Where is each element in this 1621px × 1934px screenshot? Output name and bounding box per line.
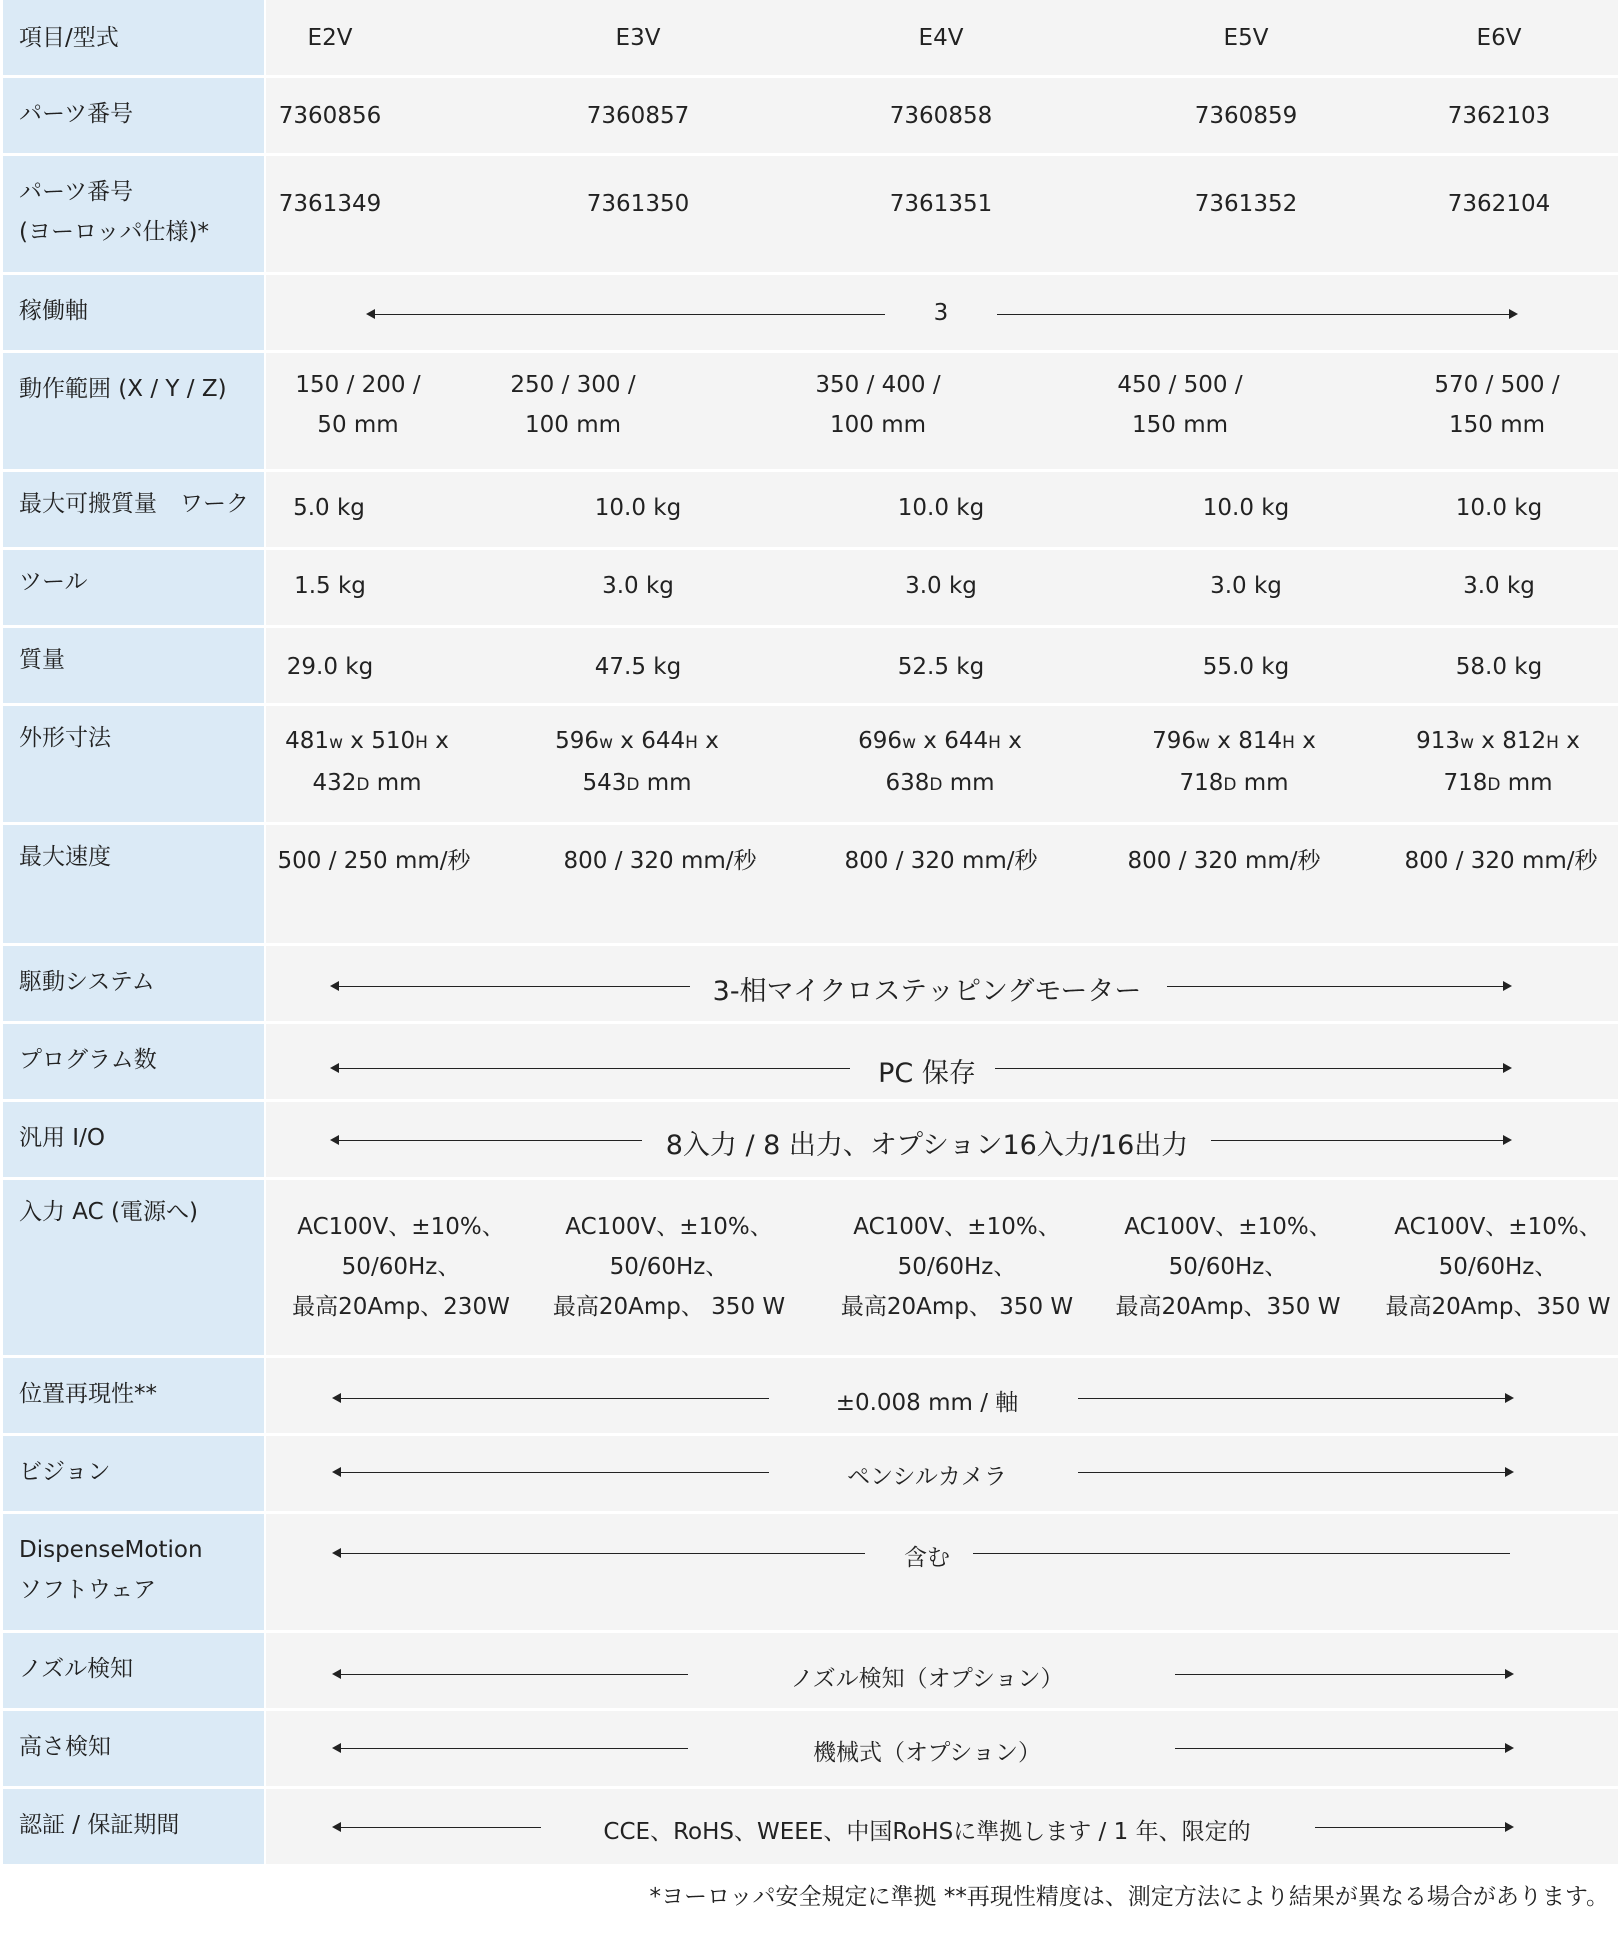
row-values bbox=[266, 156, 1618, 272]
dim-h-suffix: H bbox=[685, 733, 698, 753]
spec-row-range bbox=[0, 353, 1621, 472]
value-cell: 570 / 500 / 150 mm bbox=[1434, 372, 1560, 438]
span-value: PC 保存 bbox=[878, 1058, 976, 1090]
value-cell: 350 / 400 / 100 mm bbox=[815, 372, 941, 438]
row-values bbox=[266, 1789, 1618, 1864]
dim-depth: 718 bbox=[1443, 770, 1488, 796]
row-label: 質量 bbox=[3, 628, 264, 703]
value-cell: 7361349 bbox=[278, 191, 382, 217]
value-cell: 7361352 bbox=[1194, 191, 1298, 217]
value-cell: 29.0 kg bbox=[286, 654, 374, 680]
dim-d-suffix: D bbox=[1223, 775, 1237, 795]
span-value: 機械式（オプション） bbox=[813, 1739, 1041, 1766]
spec-row-power bbox=[0, 1180, 1621, 1358]
spec-row-payload-tool bbox=[0, 550, 1621, 628]
row-values bbox=[266, 1711, 1618, 1786]
row-values bbox=[266, 1514, 1618, 1630]
dim-depth: 638 bbox=[885, 770, 930, 796]
spec-row-programs bbox=[0, 1024, 1621, 1102]
value-cell: 3.0 kg bbox=[1463, 573, 1535, 599]
spec-row-part-no-eu bbox=[0, 156, 1621, 275]
dim-width: 696 bbox=[858, 728, 903, 754]
dim-d-suffix: D bbox=[929, 775, 943, 795]
dim-width: 913 bbox=[1416, 728, 1461, 754]
dim-height: 814 bbox=[1238, 728, 1283, 754]
value-cell: 10.0 kg bbox=[1202, 495, 1290, 521]
value-cell: AC100V、±10%、 50/60Hz、 最高20Amp、 350 W bbox=[840, 1214, 1074, 1320]
span-line-left bbox=[334, 1553, 865, 1554]
dim-depth: 718 bbox=[1179, 770, 1224, 796]
dim-height: 510 bbox=[371, 728, 416, 754]
dim-unit: mm bbox=[639, 770, 692, 796]
value-cell: 150 / 200 / 50 mm bbox=[295, 372, 421, 438]
span-line-left bbox=[334, 1674, 688, 1675]
footnote: *ヨーロッパ安全規定に準拠 **再現性精度は、測定方法により結果が異なる場合があります。 bbox=[649, 1884, 1609, 1910]
span-line-left bbox=[332, 986, 690, 987]
value-cell: AC100V、±10%、 50/60Hz、 最高20Amp、350 W bbox=[1115, 1214, 1341, 1320]
value-cell: 800 / 320 mm/秒 bbox=[563, 848, 757, 874]
span-line-right bbox=[1167, 986, 1510, 987]
spec-row-repeat bbox=[0, 1358, 1621, 1436]
spec-row-drive bbox=[0, 946, 1621, 1024]
model-header-e2v: E2V bbox=[307, 25, 353, 51]
dim-h-suffix: H bbox=[1282, 733, 1295, 753]
dim-depth: 432 bbox=[312, 770, 357, 796]
dim-d-suffix: D bbox=[356, 775, 370, 795]
row-label: 位置再現性** bbox=[3, 1358, 264, 1433]
dim-width: 481 bbox=[285, 728, 330, 754]
dim-unit: mm bbox=[369, 770, 422, 796]
span-value: ペンシルカメラ bbox=[847, 1463, 1007, 1490]
dim-h-suffix: H bbox=[988, 733, 1001, 753]
dim-sep: x bbox=[342, 728, 372, 754]
row-label: 外形寸法 bbox=[3, 706, 264, 822]
dim-sep: x bbox=[1473, 728, 1503, 754]
value-cell: 52.5 kg bbox=[897, 654, 985, 680]
row-values bbox=[266, 1436, 1618, 1511]
dimension-cell bbox=[285, 721, 449, 805]
value-cell: 800 / 320 mm/秒 bbox=[1127, 848, 1321, 874]
value-cell: 800 / 320 mm/秒 bbox=[1404, 848, 1598, 874]
dim-sep: x bbox=[1209, 728, 1239, 754]
row-values bbox=[266, 1633, 1618, 1708]
span-value: 8入力 / 8 出力、オプション16入力/16出力 bbox=[665, 1130, 1189, 1162]
value-cell: 7360858 bbox=[889, 103, 993, 129]
row-label: 動作範囲 (X / Y / Z) bbox=[3, 353, 264, 469]
span-line-right bbox=[1078, 1398, 1512, 1399]
value-cell: 450 / 500 / 150 mm bbox=[1117, 372, 1243, 438]
value-cell: 58.0 kg bbox=[1455, 654, 1543, 680]
span-line-right bbox=[1175, 1674, 1512, 1675]
model-header-e5v: E5V bbox=[1223, 25, 1269, 51]
dimension-cell bbox=[1416, 721, 1580, 805]
row-label: ツール bbox=[3, 550, 264, 625]
row-label: パーツ番号 bbox=[3, 78, 264, 153]
value-cell: 10.0 kg bbox=[594, 495, 682, 521]
row-label: 認証 / 保証期間 bbox=[3, 1789, 264, 1864]
dim-width: 596 bbox=[555, 728, 600, 754]
row-label: DispenseMotion ソフトウェア bbox=[3, 1514, 264, 1630]
dim-w-suffix: w bbox=[1196, 733, 1210, 753]
spec-row-header bbox=[0, 0, 1621, 78]
dimension-cell bbox=[1152, 721, 1316, 805]
value-cell: AC100V、±10%、 50/60Hz、 最高20Amp、350 W bbox=[1385, 1214, 1611, 1320]
spec-row-weight bbox=[0, 628, 1621, 706]
spec-row-cert bbox=[0, 1789, 1621, 1867]
value-cell: 800 / 320 mm/秒 bbox=[844, 848, 1038, 874]
span-line-left bbox=[334, 1827, 541, 1828]
span-line-right bbox=[997, 314, 1516, 315]
value-cell: 55.0 kg bbox=[1202, 654, 1290, 680]
dim-unit: mm bbox=[1236, 770, 1289, 796]
row-values bbox=[266, 550, 1618, 625]
dim-sep: x bbox=[697, 728, 719, 754]
dim-width: 796 bbox=[1152, 728, 1197, 754]
dim-height: 644 bbox=[641, 728, 686, 754]
span-line-left bbox=[332, 1068, 850, 1069]
row-values bbox=[266, 275, 1618, 350]
spec-row-vision bbox=[0, 1436, 1621, 1514]
span-value: ±0.008 mm / 軸 bbox=[835, 1389, 1019, 1416]
row-label: 項目/型式 bbox=[3, 0, 264, 75]
row-values bbox=[266, 628, 1618, 703]
row-values bbox=[266, 1358, 1618, 1433]
row-label: 高さ検知 bbox=[3, 1711, 264, 1786]
dim-height: 644 bbox=[944, 728, 989, 754]
span-line-right bbox=[995, 1068, 1510, 1069]
dim-sep: x bbox=[915, 728, 945, 754]
row-label: ビジョン bbox=[3, 1436, 264, 1511]
dim-h-suffix: H bbox=[1546, 733, 1559, 753]
row-label: パーツ番号 (ヨーロッパ仕様)* bbox=[3, 156, 264, 272]
value-cell: AC100V、±10%、 50/60Hz、 最高20Amp、 350 W bbox=[552, 1214, 786, 1320]
value-cell: 10.0 kg bbox=[897, 495, 985, 521]
span-line-right bbox=[1175, 1748, 1512, 1749]
value-cell: 5.0 kg bbox=[293, 495, 365, 521]
span-line-left bbox=[332, 1140, 642, 1141]
spec-row-axes bbox=[0, 275, 1621, 353]
span-value: ノズル検知（オプション） bbox=[790, 1665, 1064, 1692]
dimension-cell bbox=[555, 721, 719, 805]
value-cell: 1.5 kg bbox=[294, 573, 366, 599]
row-label: 駆動システム bbox=[3, 946, 264, 1021]
value-cell: 7360856 bbox=[278, 103, 382, 129]
value-cell: 7362103 bbox=[1447, 103, 1551, 129]
span-line-left bbox=[334, 1472, 769, 1473]
value-cell: 250 / 300 / 100 mm bbox=[510, 372, 636, 438]
dim-unit: mm bbox=[1500, 770, 1553, 796]
dim-d-suffix: D bbox=[626, 775, 640, 795]
dim-w-suffix: w bbox=[599, 733, 613, 753]
span-value: CCE、RoHS、WEEE、中国RoHSに準拠します / 1 年、限定的 bbox=[603, 1818, 1251, 1845]
spec-row-height bbox=[0, 1711, 1621, 1789]
row-values bbox=[266, 946, 1618, 1021]
dim-h-suffix: H bbox=[415, 733, 428, 753]
spec-row-dimensions bbox=[0, 706, 1621, 825]
span-line-right bbox=[1315, 1827, 1512, 1828]
dim-sep: x bbox=[427, 728, 449, 754]
spec-row-nozzle bbox=[0, 1633, 1621, 1711]
dim-w-suffix: w bbox=[902, 733, 916, 753]
dim-d-suffix: D bbox=[1487, 775, 1501, 795]
span-value: 3-相マイクロステッピングモーター bbox=[712, 976, 1142, 1008]
row-values bbox=[266, 353, 1618, 469]
spec-row-software bbox=[0, 1514, 1621, 1633]
value-cell: 7360859 bbox=[1194, 103, 1298, 129]
spec-row-part-no bbox=[0, 78, 1621, 156]
row-values bbox=[266, 706, 1618, 822]
dim-sep: x bbox=[1558, 728, 1580, 754]
row-label: ノズル検知 bbox=[3, 1633, 264, 1708]
dimension-cell bbox=[858, 721, 1022, 805]
row-values bbox=[266, 1102, 1618, 1177]
value-cell: AC100V、±10%、 50/60Hz、 最高20Amp、230W bbox=[292, 1214, 510, 1320]
model-header-e3v: E3V bbox=[615, 25, 661, 51]
row-values bbox=[266, 78, 1618, 153]
row-label: プログラム数 bbox=[3, 1024, 264, 1099]
span-value: 3 bbox=[933, 299, 949, 326]
dim-sep: x bbox=[1294, 728, 1316, 754]
dim-w-suffix: w bbox=[329, 733, 343, 753]
value-cell: 3.0 kg bbox=[1210, 573, 1282, 599]
row-values bbox=[266, 1180, 1618, 1355]
value-cell: 500 / 250 mm/秒 bbox=[277, 848, 471, 874]
value-cell: 3.0 kg bbox=[602, 573, 674, 599]
dim-height: 812 bbox=[1502, 728, 1547, 754]
span-line-right bbox=[973, 1553, 1510, 1554]
row-label: 最大可搬質量 ワーク bbox=[3, 472, 264, 547]
row-label: 稼働軸 bbox=[3, 275, 264, 350]
value-cell: 7361350 bbox=[586, 191, 690, 217]
row-values bbox=[266, 0, 1618, 75]
value-cell: 3.0 kg bbox=[905, 573, 977, 599]
spec-row-io bbox=[0, 1102, 1621, 1180]
row-label: 汎用 I/O bbox=[3, 1102, 264, 1177]
span-value: 含む bbox=[904, 1544, 950, 1571]
row-values bbox=[266, 472, 1618, 547]
span-line-left bbox=[334, 1398, 769, 1399]
span-line-left bbox=[334, 1748, 688, 1749]
dim-sep: x bbox=[612, 728, 642, 754]
value-cell: 47.5 kg bbox=[594, 654, 682, 680]
row-values bbox=[266, 1024, 1618, 1099]
row-values bbox=[266, 825, 1618, 943]
model-header-e4v: E4V bbox=[918, 25, 964, 51]
spec-row-speed bbox=[0, 825, 1621, 946]
dim-sep: x bbox=[1000, 728, 1022, 754]
span-line-right bbox=[1211, 1140, 1510, 1141]
span-line-left bbox=[368, 314, 885, 315]
dim-w-suffix: w bbox=[1460, 733, 1474, 753]
value-cell: 7360857 bbox=[586, 103, 690, 129]
value-cell: 7361351 bbox=[889, 191, 993, 217]
value-cell: 10.0 kg bbox=[1455, 495, 1543, 521]
row-label: 最大速度 bbox=[3, 825, 264, 943]
span-line-right bbox=[1078, 1472, 1512, 1473]
dim-unit: mm bbox=[942, 770, 995, 796]
spec-row-payload-work bbox=[0, 472, 1621, 550]
dim-depth: 543 bbox=[582, 770, 627, 796]
value-cell: 7362104 bbox=[1447, 191, 1551, 217]
model-header-e6v: E6V bbox=[1476, 25, 1522, 51]
row-label: 入力 AC (電源へ) bbox=[3, 1180, 264, 1355]
